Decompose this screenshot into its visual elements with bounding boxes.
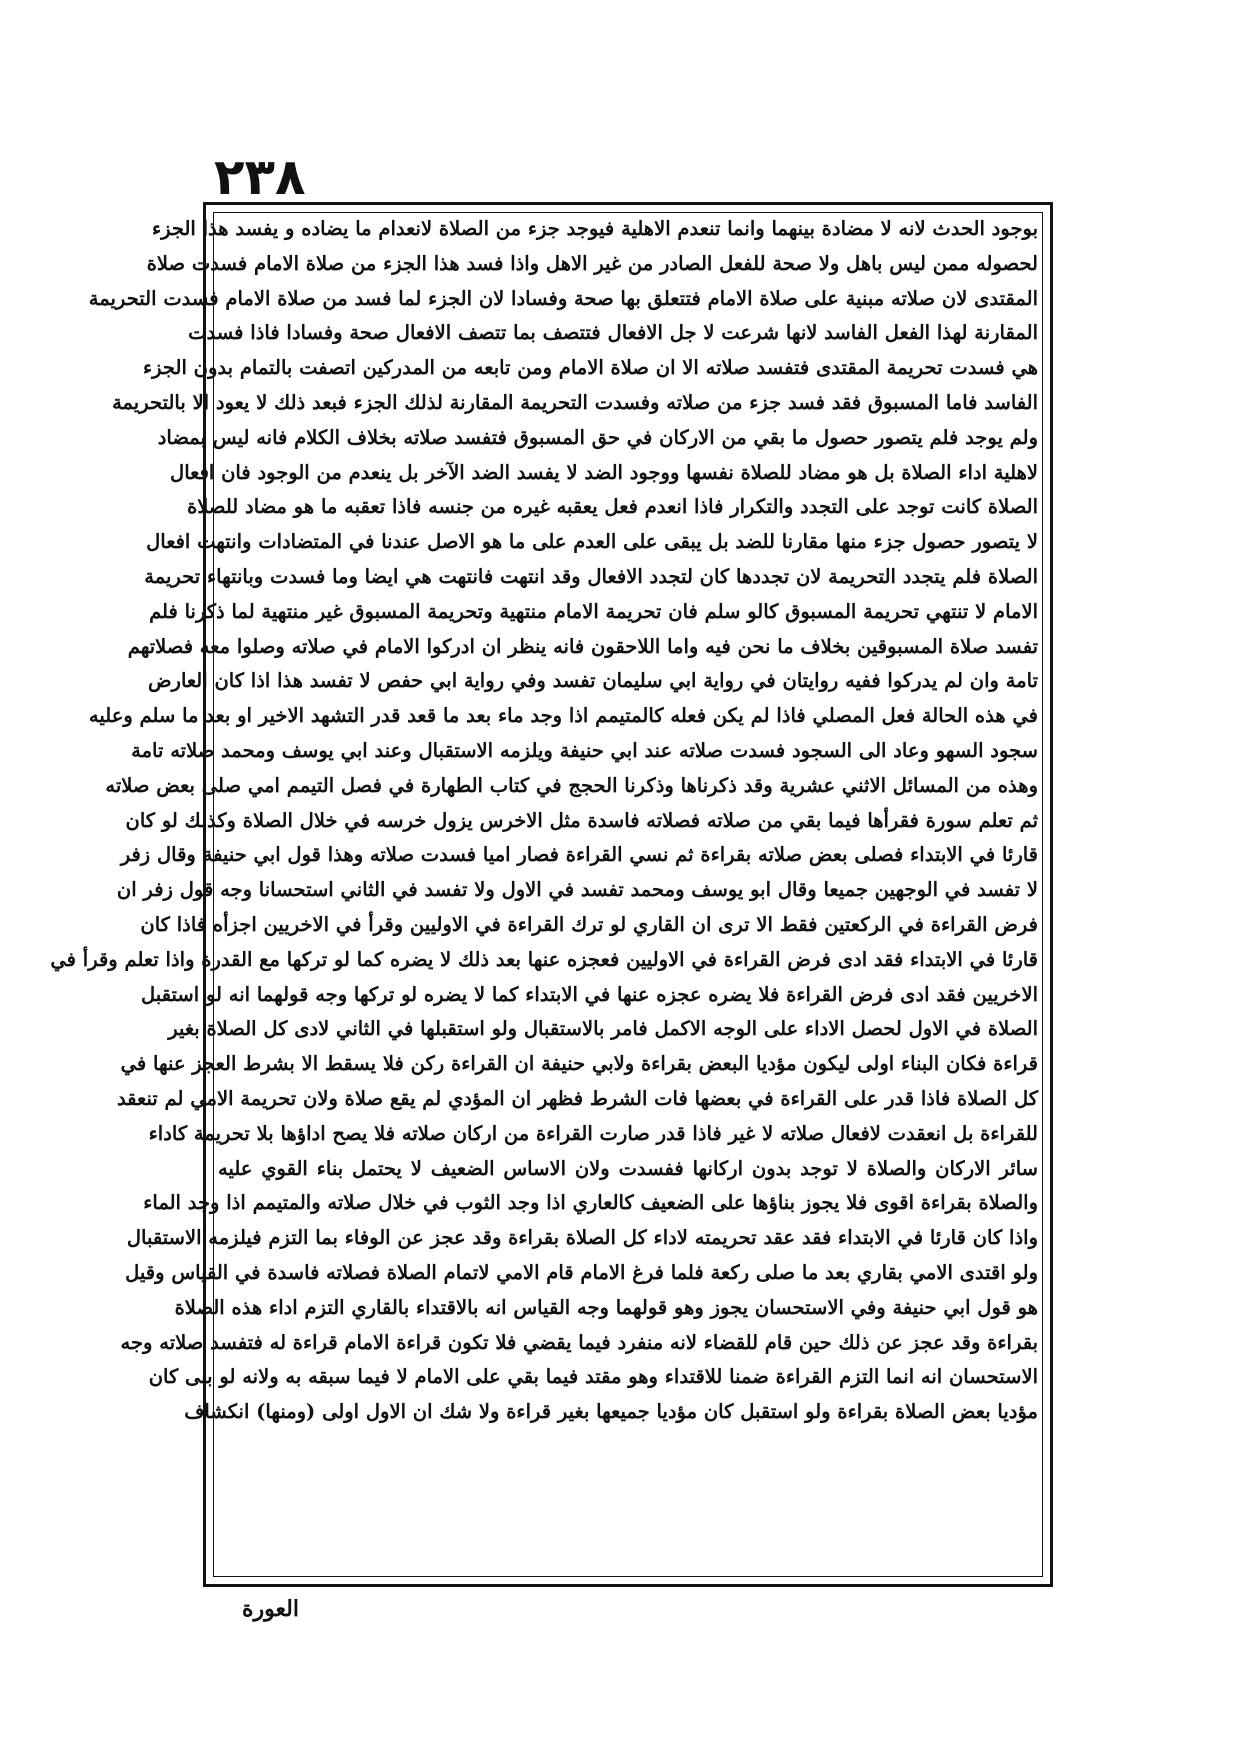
text-line: الاخريين فقد ادى فرض القراءة فلا يضره عجزه عنها في الابتداء كما لا يضره لو تركها وجه قولهما انه لو استقبل bbox=[141, 982, 1038, 1006]
text-line: وهذه من المسائل الاثني عشرية وقد ذكرناها وذكرنا الحجج في كتاب الطهارة في فصل التيمم امي صلى بعض صلاته bbox=[105, 773, 1038, 797]
text-line: الاستحسان انه انما التزم القراءة ضمنا للاقتداء وهو مقتد فيما بقي على الامام لا فيما سبقه به ولانه لو بنى كان bbox=[148, 1365, 1038, 1389]
text-line: قارئا في الابتداء فصلى بعض صلاته بقراءة ثم نسي القراءة فصار اميا فسدت صلاته وهذا قول ابي حنيفة وقال زفر bbox=[120, 843, 1038, 867]
catchword: العورة bbox=[242, 1596, 299, 1622]
text-line: للقراءة بل انعقدت لافعال صلاته لا غير فاذا قدر صارت القراءة من اركان صلاته فلا يصح اداؤها بلا تحريمة كاداء bbox=[148, 1121, 1038, 1145]
text-line: بوجود الحدث لانه لا مضادة بينهما وانما تنعدم الاهلية فيوجد جزء من الصلاة لانعدام ما يضاده و يفسد هذا الجزء bbox=[151, 217, 1038, 240]
text-line: هي فسدت تحريمة المقتدى فتفسد صلاته الا ان صلاة الامام ومن تابعه من المدركين اتصفت بالتمام بدون الجزء bbox=[142, 356, 1038, 380]
text-line: قارئا في الابتداء فقد ادى فرض القراءة في الاوليين فعجزه عنها بعد ذلك لا يضره كما لو تركها مع القدرة واذا تعلم وقرأ في bbox=[50, 947, 1038, 971]
text-line: لا يتصور حصول جزء منها مقارنا للضد بل يبقى على العدم على ما هو الاصل عندنا في المتضادات وانتهت افعال bbox=[146, 530, 1038, 554]
text-line: واذا كان قارئا في الابتداء فقد عقد تحريمته لاداء كل الصلاة بقراءة وقد عجز عن الوفاء بما التزم فيلزمه الاستقبال bbox=[126, 1226, 1038, 1250]
text-line: ولو اقتدى الامي بقاري بعد ما صلى ركعة فلما فرغ الامام قام الامي لاتمام الصلاة فصلاته فاسدة في القياس وقيل bbox=[125, 1260, 1038, 1284]
text-line: فرض القراءة في الركعتين فقط الا ترى ان القاري لو ترك القراءة في الاوليين وقرأ في الاخريين اجزأه فاذا كان bbox=[140, 912, 1038, 936]
text-line: كل الصلاة فاذا قدر على القراءة في بعضها فات الشرط فظهر ان المؤدي لم يقع صلاة ولان تحريمة الامي لم تنعقد bbox=[116, 1086, 1038, 1110]
text-line: هو قول ابي حنيفة وفي الاستحسان يجوز وهو قولهما وجه القياس انه بالاقتداء بالقاري التزم اداء هذه الصلاة bbox=[174, 1295, 1038, 1319]
text-line: تفسد صلاة المسبوقين بخلاف ما نحن فيه واما اللاحقون فانه ينظر ان ادركوا الامام في صلاته وصلوا معه فصلاتهم bbox=[127, 634, 1038, 658]
text-line: قراءة فكان البناء اولى ليكون مؤديا البعض بقراءة ولابي حنيفة ان القراءة ركن فلا يسقط الا بشرط العجز عنها في bbox=[120, 1052, 1038, 1076]
text-line: في هذه الحالة فعل المصلي فاذا لم يكن فعله كالمتيمم اذا وجد ماء بعد ما قعد قدر التشهد الاخير او بعد ما سلم وعليه bbox=[88, 704, 1038, 728]
text-line: لاهلية اداء الصلاة بل هو مضاد للصلاة نفسها ووجود الضد لا يفسد الضد الآخر بل ينعدم من الوجود فان افعال bbox=[170, 460, 1038, 484]
text-line: المقارنة لهذا الفعل الفاسد لانها شرعت لا جل الافعال فتتصف بما تتصف الافعال صحة وفسادا فاذا فسدت bbox=[188, 321, 1038, 345]
text-line: بقراءة وقد عجز عن ذلك حين قام للقضاء لانه منفرد فيما يقضي فلا تكون قراءة الامام قراءة له فتفسد صلاته وجه bbox=[120, 1330, 1038, 1354]
text-line: ولم يوجد فلم يتصور حصول ما بقي من الاركان في حق المسبوق فتفسد صلاته بخلاف الكلام فانه ليس بمضاد bbox=[157, 425, 1038, 449]
text-line: تامة وان لم يدركوا ففيه روايتان في رواية ابي سليمان تفسد وفي رواية ابي حفص لا تفسد هذا اذا كان العارض bbox=[147, 669, 1038, 693]
text-line: والصلاة بقراءة اقوى فلا يجوز بناؤها على الضعيف كالعاري اذا وجد الثوب في خلال صلاته والمتيمم اذا وجد الماء bbox=[143, 1191, 1038, 1215]
text-line: الصلاة فلم يتجدد التحريمة لان تجددها كان لتجدد الافعال وقد انتهت فانتهت هي ايضا وما فسدت وبانتهاء تحريمة bbox=[144, 564, 1038, 588]
text-line: الامام لا تنتهي تحريمة المسبوق كالو سلم فان تحريمة الامام منتهية وتحريمة المسبوق غير منتهية لما ذكرنا فلم bbox=[149, 599, 1038, 623]
text-line: المقتدى لان صلاته مبنية على صلاة الامام فتتعلق بها صحة وفسادا لان الجزء لما فسد من صلاة الامام فسدت التحريمة bbox=[88, 286, 1038, 310]
text-line: الصلاة كانت توجد على التجدد والتكرار فاذا انعدم فعل يعقبه غيره من جنسه فاذا تعقبه ما هو مضاد للصلاة bbox=[187, 495, 1038, 519]
text-line: سائر الاركان والصلاة لا توجد بدون اركانها ففسدت ولان الاساس الضعيف لا يحتمل بناء القوي عليه bbox=[218, 1156, 1038, 1180]
page-number: ٢٣٨ bbox=[214, 148, 306, 206]
text-line: الصلاة في الاول لحصل الاداء على الوجه الاكمل فامر بالاستقبال ولو استقبلها في الثاني لادى كل الصلاة بغير bbox=[168, 1017, 1038, 1041]
text-line: الفاسد فاما المسبوق فقد فسد جزء من صلاته وفسدت التحريمة المقارنة لذلك الجزء فبعد ذلك لا يعود الا بالتحريمة bbox=[112, 390, 1038, 414]
text-line: ثم تعلم سورة فقرأها فيما بقي من صلاته فصلاته فاسدة مثل الاخرس يزول خرسه في خلال الصلاة وكذلك لو كان bbox=[125, 808, 1038, 832]
text-block bbox=[50, 212, 1042, 1572]
text-line: سجود السهو وعاد الى السجود فسدت صلاته عند ابي حنيفة ويلزمه الاستقبال وعند ابي يوسف ومحمد صلاته تامة bbox=[131, 738, 1038, 762]
text-line: لا تفسد في الوجهين جميعا وقال ابو يوسف ومحمد تفسد في الاول ولا تفسد في الثاني استحسانا وجه قول زفر ان bbox=[116, 878, 1038, 902]
text-line: لحصوله ممن ليس باهل ولا صحة للفعل الصادر من غير الاهل واذا فسد هذا الجزء من صلاة الامام فسدت صلاة bbox=[146, 251, 1038, 275]
text-line: مؤديا بعض الصلاة بقراءة ولو استقبل كان مؤديا جميعها بغير قراءة ولا شك ان الاول اولى (ومنها) انكشاف bbox=[184, 1400, 1038, 1424]
